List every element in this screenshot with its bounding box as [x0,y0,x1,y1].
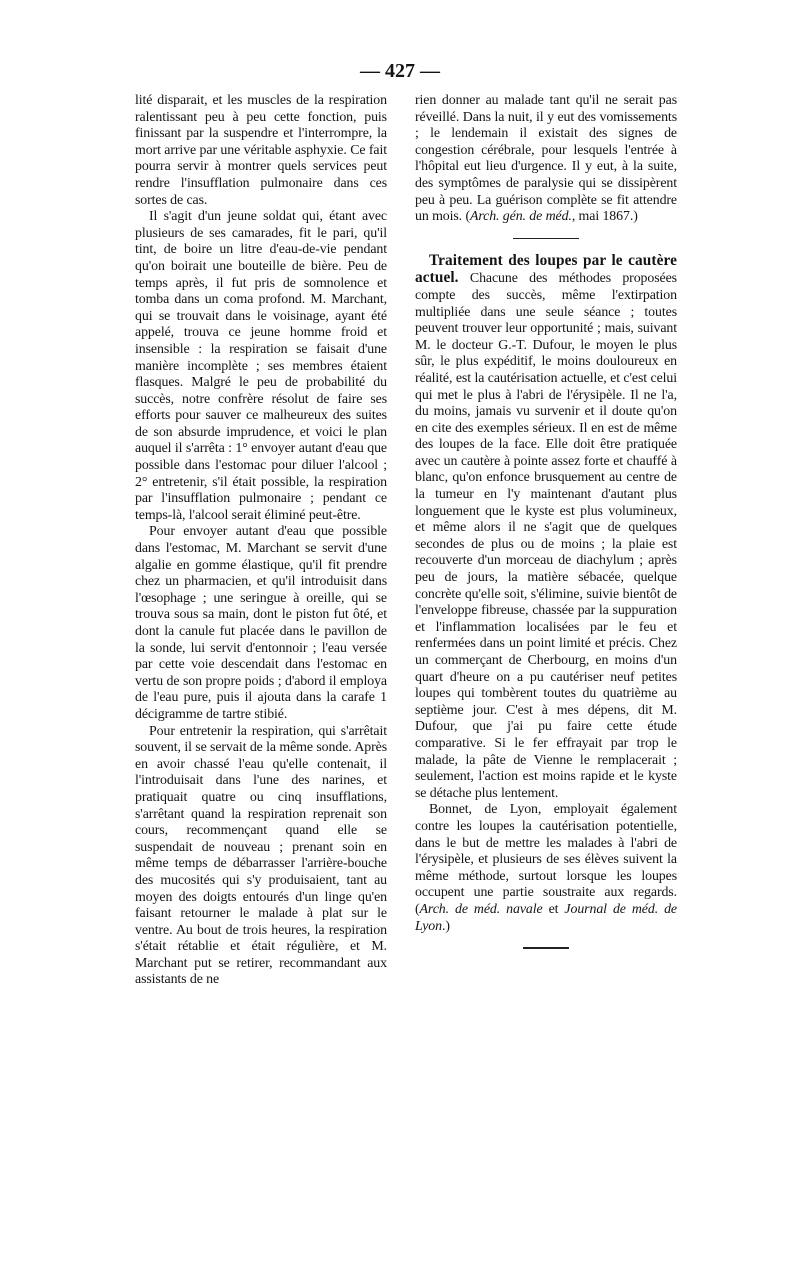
citation-close: , mai 1867.) [571,209,638,225]
citation-arch-gen: Arch. gén. de méd. [469,209,572,225]
citation-close-2: .) [441,918,450,934]
left-paragraph-4: Pour entretenir la respiration, qui s'arrêtait souvent, il se servait de la même sonde. Après en avoir chassé l'eau qu'elle contenait, il l'introduisait dans l'une des narines, et pratiquait quatre ou cinq insufflations, s'arrêtant quand la respiration reprenait son cours, recommençant quand elle se suspendait de nouveau ; prenant soin en même temps de débarrasser l'arrière-bouche des mucosités qui s'y produisaient, tant au moyen des doigts entourés d'un linge qu'en faisant retourner le malade à plat sur le ventre. Au bout de trois heures, la respiration s'était rétablie et était régulière, et M. Marchant put se retirer, recommandant aux assistants de ne [135,723,387,988]
citation-open: ( [465,209,470,225]
left-paragraph-2: Il s'agit d'un jeune soldat qui, étant avec plusieurs de ses camarades, fit le pari, qu'il tint, de boire un litre d'eau-de-vie pendant qu'on boirait une bouteille de bière. Peu de temps après, il fut pris de somnolence et tomba dans un coma profond. M. Marchant, qui se trouvait dans le voisinage, ayant été appelé, trouva ce jeune homme froid et insensible : la respiration se faisait d'une manière incomplète ; ses membres étaient flasques. Malgré le peu de probabilité du succès, notre confrère résolut de faire ses efforts pour sauver ce malheureux des suites de son absurde imprudence, et voici le plan auquel il s'arrêta : 1° envoyer autant d'eau que possible dans l'estomac pour diluer l'alcool ; 2° entretenir, s'il était possible, la respiration par l'insufflation pulmonaire ; pendant ce temps-là, l'alcool serait éliminé peut-être. [135,209,387,523]
citation-arch-navale: Arch. de méd. navale [419,901,543,917]
section-heading: Traitement des loupes par le cautère actuel. [415,251,677,287]
right-paragraph-2-text: Chacune des méthodes proposées compte des succès, même l'extirpation multipliée dans une seule séance ; toutes peuvent trouver leur opportunité ; mais, suivant M. le docteur G.-T. Dufour, le moyen le plus sûr, le plus expéditif, le moins douloureux en réalité, est la cautérisation actuelle, et c'est celui qui met le plus à l'abri de l'érysipèle. Il ne l'a, du moins, jamais vu survenir et il doute qu'on en cite des exemples sérieux. Il en est de même des loupes de la face. Elle doit être pratiquée avec un cautère à pointe assez forte et chauffé à blanc, qu'on enfonce brusquement au centre de la tumeur en l'y maintenant d'autant plus longuement que le kyste est plus volumineux, et même alors il ne s'agit que de quelques secondes de plus ou de moins ; la plaie est recouverte d'un morceau de diachylum ; après peu de jours, la matière sébacée, quelque concrète qu'elle soit, s'élimine, suivie bientôt de l'enveloppe fibreuse, chassée par la suppuration et l'inflammation localisées par le feu et renfermées dans un point limité et précis. Chez un commerçant de Cherbourg, en moins d'un quart d'heure on a pu cautériser neuf petites loupes qui tombèrent toutes du quatrième au septième jour. C'est à mes dépens, dit M. Dufour, que j'ai pu faire cette étude comparative. Si le fer effrayait par trop le malade, la pâte de Vienne le remplacerait ; seulement, l'action est moins rapide et le kyste se détache plus lentement. [415,271,677,801]
right-paragraph-3-text: Bonnet, de Lyon, employait également contre les loupes la cautérisation potentielle, dans le but de mettre les malades à l'abri de l'érysipèle, et plusieurs de ses élèves suivent la même méthode, surtout lorsque les loupes occupent une partie soustraite aux regards. [415,802,677,901]
left-paragraph-3: Pour envoyer autant d'eau que possible dans l'estomac, M. Marchant se servit d'une algalie en gomme élastique, qu'il fit prendre chez un pharmacien, et qu'il introduisit dans l'œsophage ; une seringue à oreille, qui se trouva sous sa main, dont le piston fut ôté, et dont la canule fut placée dans le pavillon de la sonde, lui servit d'entonnoir ; l'eau versée par cette voie descendait dans l'estomac en vertu de son propre poids ; d'abord il employa de l'eau pure, puis il ajouta dans la carafe 1 décigramme de tartre stibié. [135,524,387,722]
right-paragraph-3 [415,802,677,935]
end-divider [523,947,569,949]
right-paragraph-1 [415,93,677,226]
right-paragraph-1-text: rien donner au malade tant qu'il ne serait pas réveillé. Dans la nuit, il y eut des vomissements ; le lendemain il existait des signes de congestion cérébrale, pour lesquels l'entrée à l'hôpital eut lieu d'urgence. Il y eut, à la suite, des symptômes de paralysie qui se dissipèrent peu à peu. La guérison complète se fit attendre un mois. [415,93,677,225]
section-divider [513,238,579,239]
left-column [135,93,387,989]
right-column [415,93,677,949]
right-paragraph-2 [415,253,677,803]
left-paragraph-1: lité disparait, et les muscles de la respiration ralentissant peu à peu cette fonction, puis finissant par la suspendre et l'interrompre, la mort arrive par une véritable asphyxie. Ce fait pourra servir à montrer quels services peut rendre l'insufflation pulmonaire dans ces sortes de cas. [135,93,387,208]
citation-and: et [542,901,565,917]
citation-journal-lyon: Journal de méd. de Lyon [415,901,677,934]
citation-open-2: ( [415,901,420,917]
page-number: — 427 — [360,60,440,82]
